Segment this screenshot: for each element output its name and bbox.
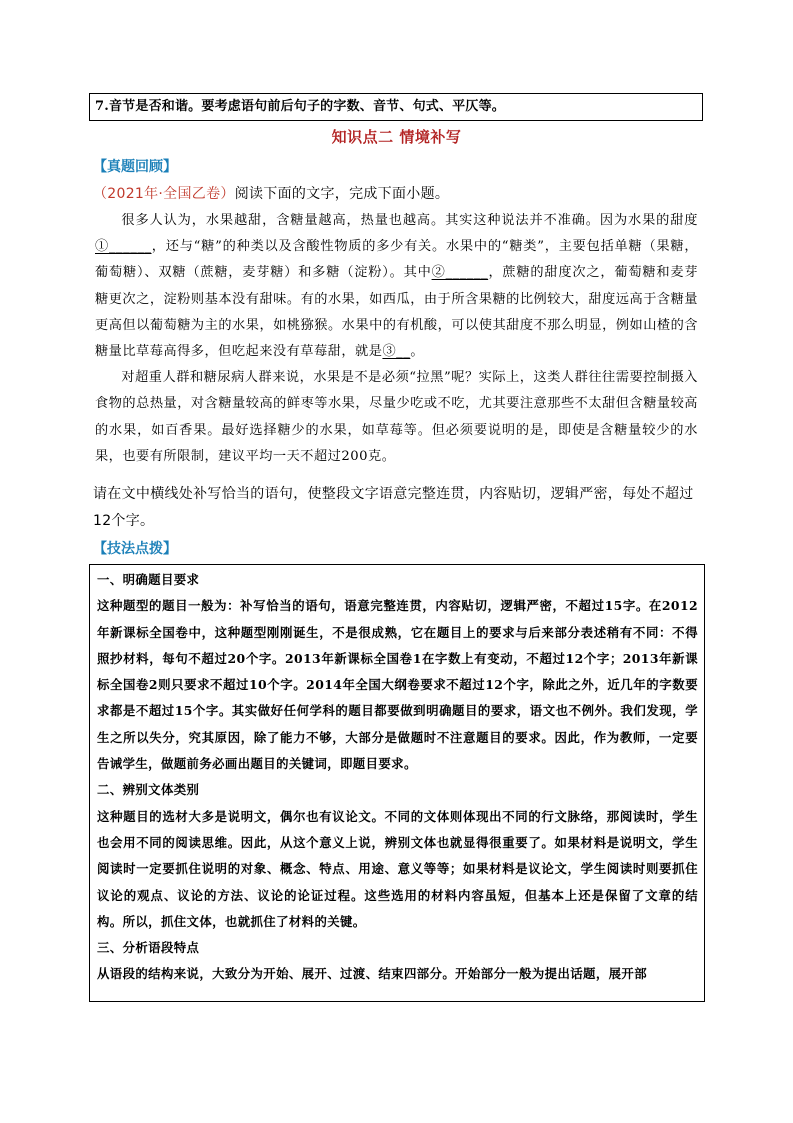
- tag-tips: 【技法点拨】: [93, 541, 177, 557]
- blank-2: ②______: [431, 265, 489, 281]
- exam-source: （2021年·全国乙卷）: [93, 186, 235, 202]
- tag-review: 【真题回顾】: [93, 159, 177, 175]
- passage-paragraph-1: [95, 208, 698, 365]
- top-note-text: 7.音节是否和谐。要考虑语句前后句子的字数、音节、句式、平仄等。: [95, 99, 505, 114]
- question-text: 请在文中横线处补写恰当的语句，使整段文字语意完整连贯，内容贴切，逻辑严密，每处不超过12个字。: [93, 486, 694, 529]
- passage-text: 很多人认为，水果越甜，含糖量越高，热量也越高。其实这种说法并不准确。因为水果的甜度: [121, 213, 698, 228]
- passage-text: ，还与“糖”的种类以及含酸性物质的多少有关。水果中的“糖类”，主要包括单糖（果糖，葡萄糖）、双糖（蔗糖，麦芽糖）和多糖（淀粉）。其中: [95, 239, 699, 281]
- tips-box: [89, 564, 705, 1002]
- tips-heading-3: 三、分析语段特点: [97, 940, 200, 956]
- passage-text: 。: [410, 344, 424, 360]
- blank-3: ③__: [382, 344, 411, 360]
- tips-heading-1: 一、明确题目要求: [97, 572, 200, 587]
- tips-paragraph-3: 从语段的结构来说，大致分为开始、展开、过渡、结束四部分。开始部分一般为提出话题，展开部: [97, 966, 647, 982]
- tips-paragraph-2: 这种题目的选材大多是说明文，偶尔也有议论文。不同的文体则体现出不同的行文脉络，那阅读时，学生也会用不同的阅读思维。因此，从这个意义上说，辨别文体也就显得很重要了。如果材料是说明文，学生阅读时一定要抓住说明的对象、概念、特点、用途、意义等等；如果材料是议论文，学生阅读时则要抓住议论的观点、议论的方法、议论的论证过程。这些选用的材料内容虽短，但基本上还是保留了文章的结构。所以，抓住文体，也就抓住了材料的关键。: [97, 808, 698, 929]
- tips-paragraph-1: 这种题型的题目一般为：补写恰当的语句，语意完整连贯，内容贴切，逻辑严密，不超过15字。在2012年新课标全国卷中，这种题型刚刚诞生，不是很成熟，它在题目上的要求与后来部分表述稍有不同：不得照抄材料，每句不超过20个字。2013年新课标全国卷1在字数上有变动，不超过12个字；2013年新课标全国卷2则只要求不超过10个字。2014年全国大纲卷要求不超过12个字，除此之外，近几年的字数要求都是不超过15个字。其实做好任何学科的题目都要做到明确题目的要求，语文也不例外。我们发现，学生之所以失分，究其原因，除了能力不够，大部分是做题时不注意题目的要求。因此，作为教师，一定要告诫学生，做题前务必画出题目的关键词，即题目要求。: [97, 598, 698, 772]
- reading-passage: [95, 208, 698, 470]
- source-instruction: 阅读下面的文字，完成下面小题。: [234, 186, 450, 202]
- top-note-box: [89, 93, 703, 121]
- blank-1: ①______: [95, 239, 152, 255]
- passage-paragraph-2: 对超重人群和糖尿病人群来说，水果是不是必须“拉黑”呢？实际上，这类人群往往需要控制摄入食物的总热量，对含糖量较高的鲜枣等水果，尽量少吃或不吃，尤其要注意那些不太甜但含糖量较高的水果，如百香果。最好选择糖少的水果，如草莓等。但必须要说明的是，即使是含糖量较少的水果，也要有所限制，建议平均一天不超过200克。: [95, 370, 698, 464]
- section-title: 知识点二 情境补写: [331, 128, 462, 146]
- source-line: [93, 183, 449, 203]
- passage-text: ，蔗糖的甜度次之，葡萄糖和麦芽糖更次之，淀粉则基本没有甜味。有的水果，如西瓜，由于所含果糖的比例较大，甜度远高于含糖量更高但以葡萄糖为主的水果，如桃猕猴。水果中的有机酸，可以使其甜度不那么明显，例如山楂的含糖量比草莓高得多，但吃起来没有草莓甜，就是: [95, 265, 699, 360]
- tips-heading-2: 二、辨别文体类别: [97, 782, 200, 798]
